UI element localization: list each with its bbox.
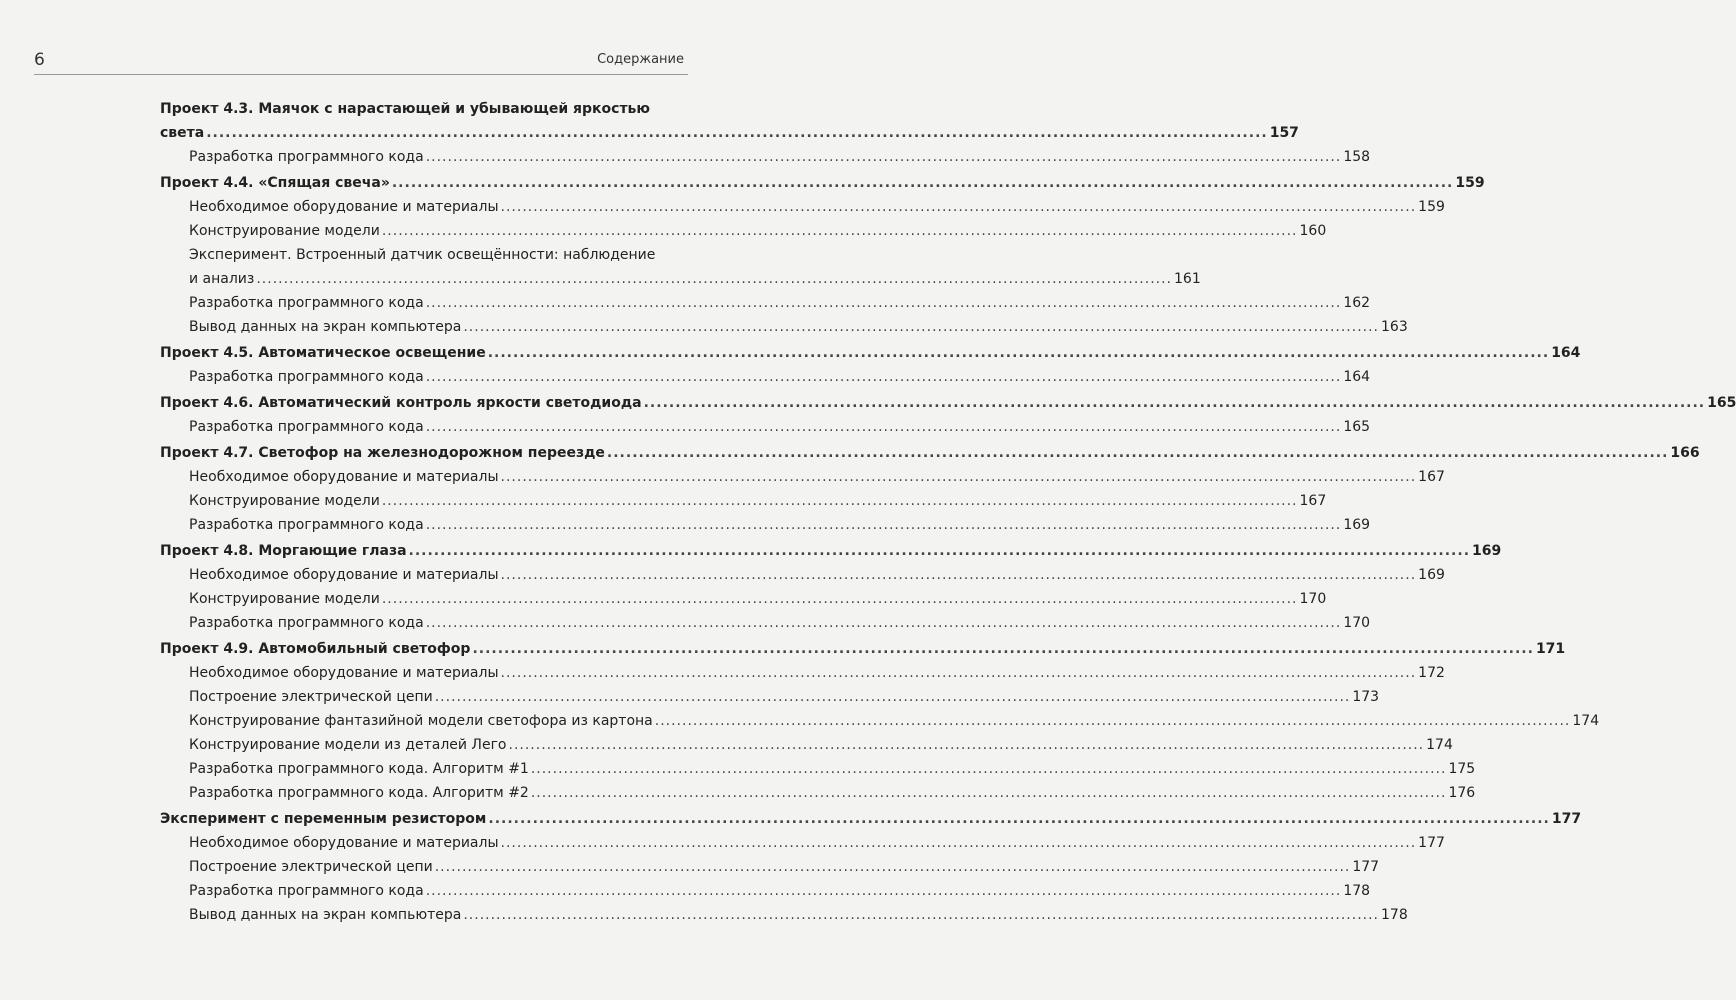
toc-entry-page: 170 (1343, 615, 1371, 631)
toc-entry-page: 178 (1381, 907, 1408, 923)
toc-entry-page: 159 (1418, 199, 1445, 215)
toc-section-entry (160, 441, 1700, 465)
toc-entry-title: Необходимое оборудование и материалы (189, 835, 499, 851)
toc-subsection-entry (160, 733, 1453, 757)
toc-subsection-entry (160, 879, 1371, 903)
toc-entry-page: 169 (1343, 517, 1371, 533)
toc-entry-title: Разработка программного кода (189, 295, 424, 311)
toc-entry-page: 158 (1343, 149, 1371, 165)
toc-entry-title: Необходимое оборудование и материалы (189, 469, 499, 485)
toc-entry-title: Конструирование модели (189, 493, 380, 509)
dot-leader (607, 441, 1668, 465)
toc-entry-page: 173 (1352, 689, 1380, 705)
toc-entry-page: 178 (1343, 883, 1371, 899)
toc-entry-title: Проект 4.5. Автоматическое освещение (160, 345, 486, 361)
dot-leader (644, 391, 1705, 415)
dot-leader (531, 757, 1447, 781)
toc-entry-title: Необходимое оборудование и материалы (189, 567, 499, 583)
toc-entry-page: 162 (1343, 295, 1371, 311)
toc-entry-page: 167 (1299, 493, 1327, 509)
toc-subsection-entry (160, 365, 1371, 389)
toc-entry-title: Необходимое оборудование и материалы (189, 665, 499, 681)
toc-entry-title: Построение электрической цепи (189, 859, 433, 875)
dot-leader (392, 171, 1453, 195)
toc-entry-page: 165 (1707, 395, 1736, 411)
toc-entry-page: 160 (1299, 223, 1327, 239)
toc-entry-title: Проект 4.4. «Спящая свеча» (160, 175, 390, 191)
toc-entry-page: 166 (1670, 445, 1700, 461)
running-title: Содержание (597, 52, 684, 67)
toc-entry-title: Вывод данных на экран компьютера (189, 319, 462, 335)
dot-leader (426, 415, 1342, 439)
toc-section-entry (160, 539, 1502, 563)
dot-leader (531, 781, 1447, 805)
toc-entry-title: Разработка программного кода (189, 419, 424, 435)
toc-subsection-entry (160, 831, 1445, 855)
dot-leader (509, 733, 1425, 757)
dot-leader (206, 121, 1267, 145)
toc-entry-title: и анализ (189, 271, 255, 287)
toc-subsection-entry (160, 415, 1371, 439)
dot-leader (426, 145, 1342, 169)
toc-entry-title: Проект 4.7. Светофор на железнодорожном переезде (160, 445, 605, 461)
toc-entry-title: Проект 4.8. Моргающие глаза (160, 543, 407, 559)
dot-leader (426, 365, 1342, 389)
toc-subsection-entry (160, 315, 1408, 339)
toc-entry-title: Разработка программного кода (189, 883, 424, 899)
toc-entry-title: света (160, 125, 205, 141)
toc-subsection-entry (160, 587, 1327, 611)
toc-entry-page: 177 (1551, 811, 1582, 827)
toc-subsection-entry (160, 489, 1327, 513)
toc-entry-title-line1: Эксперимент. Встроенный датчик освещённости: наблюдение (189, 247, 656, 263)
toc-subsection-entry (160, 513, 1371, 537)
page-number: 6 (34, 50, 45, 70)
toc-entry-title: Построение электрической цепи (189, 689, 433, 705)
dot-leader (409, 539, 1470, 563)
toc-entry-page: 172 (1418, 665, 1445, 681)
toc-entry-title: Конструирование модели из деталей Лего (189, 737, 507, 753)
toc-entry-page: 174 (1572, 713, 1600, 729)
toc-entry-page: 163 (1381, 319, 1408, 335)
toc-entry-title: Разработка программного кода. Алгоритм #1 (189, 761, 529, 777)
dot-leader (435, 685, 1351, 709)
toc-subsection-entry (160, 243, 1201, 291)
toc-entry-page: 171 (1535, 641, 1566, 657)
toc-section-entry (160, 171, 1485, 195)
toc-subsection-entry (160, 145, 1371, 169)
dot-leader (501, 465, 1417, 489)
dot-leader (463, 903, 1379, 927)
toc-entry-title: Необходимое оборудование и материалы (189, 199, 499, 215)
toc-entry-page: 165 (1343, 419, 1371, 435)
toc-entry-title: Проект 4.6. Автоматический контроль яркости светодиода (160, 395, 642, 411)
dot-leader (501, 563, 1417, 587)
toc-entry-page: 177 (1418, 835, 1445, 851)
dot-leader (488, 807, 1549, 831)
toc-entry-page: 157 (1269, 125, 1299, 141)
toc-subsection-entry (160, 855, 1380, 879)
toc-entry-title: Конструирование модели (189, 223, 380, 239)
toc-subsection-entry (160, 195, 1445, 219)
toc-entry-page: 170 (1299, 591, 1327, 607)
toc-entry-title: Конструирование фантазийной модели светофора из картона (189, 713, 653, 729)
toc-entry-title: Разработка программного кода (189, 369, 424, 385)
dot-leader (501, 831, 1417, 855)
dot-leader (463, 315, 1379, 339)
toc-entry-page: 177 (1352, 859, 1380, 875)
toc-entry-page: 167 (1418, 469, 1445, 485)
toc-subsection-entry (160, 611, 1371, 635)
toc-subsection-entry (160, 903, 1408, 927)
toc-section-entry (160, 97, 1299, 145)
table-of-contents (160, 95, 1736, 927)
toc-section-entry (160, 637, 1566, 661)
toc-entry-title: Конструирование модели (189, 591, 380, 607)
toc-entry-page: 164 (1551, 345, 1581, 361)
dot-leader (488, 341, 1549, 365)
dot-leader (382, 489, 1298, 513)
toc-subsection-entry (160, 781, 1476, 805)
toc-entry-page: 169 (1418, 567, 1445, 583)
toc-entry-title: Проект 4.9. Автомобильный светофор (160, 641, 471, 657)
toc-entry-page: 169 (1472, 543, 1502, 559)
toc-entry-title: Разработка программного кода (189, 615, 424, 631)
page-header (34, 46, 688, 75)
toc-entry-page: 164 (1343, 369, 1371, 385)
toc-entry-page: 174 (1426, 737, 1453, 753)
toc-subsection-entry (160, 685, 1380, 709)
toc-subsection-entry (160, 757, 1476, 781)
dot-leader (501, 195, 1417, 219)
dot-leader (256, 267, 1172, 291)
toc-entry-title: Разработка программного кода (189, 149, 424, 165)
toc-subsection-entry (160, 661, 1445, 685)
dot-leader (435, 855, 1351, 879)
toc-section-entry (160, 807, 1582, 831)
toc-entry-title: Эксперимент с переменным резистором (160, 811, 487, 827)
dot-leader (501, 661, 1417, 685)
toc-subsection-entry (160, 709, 1600, 733)
dot-leader (426, 513, 1342, 537)
toc-subsection-entry (160, 465, 1445, 489)
dot-leader (655, 709, 1571, 733)
toc-entry-page: 176 (1448, 785, 1476, 801)
toc-entry-title: Разработка программного кода (189, 517, 424, 533)
toc-section-entry (160, 391, 1736, 415)
toc-subsection-entry (160, 563, 1445, 587)
toc-entry-page: 175 (1448, 761, 1476, 777)
dot-leader (472, 637, 1533, 661)
dot-leader (426, 291, 1342, 315)
toc-entry-title-line1: Проект 4.3. Маячок с нарастающей и убывающей яркостью (160, 101, 651, 117)
toc-subsection-entry (160, 219, 1327, 243)
toc-entry-title: Разработка программного кода. Алгоритм #2 (189, 785, 529, 801)
dot-leader (382, 587, 1298, 611)
toc-section-entry (160, 341, 1581, 365)
toc-subsection-entry (160, 291, 1371, 315)
dot-leader (426, 611, 1342, 635)
toc-entry-title: Вывод данных на экран компьютера (189, 907, 462, 923)
dot-leader (426, 879, 1342, 903)
toc-entry-page: 161 (1174, 271, 1201, 287)
dot-leader (382, 219, 1298, 243)
toc-entry-page: 159 (1455, 175, 1485, 191)
